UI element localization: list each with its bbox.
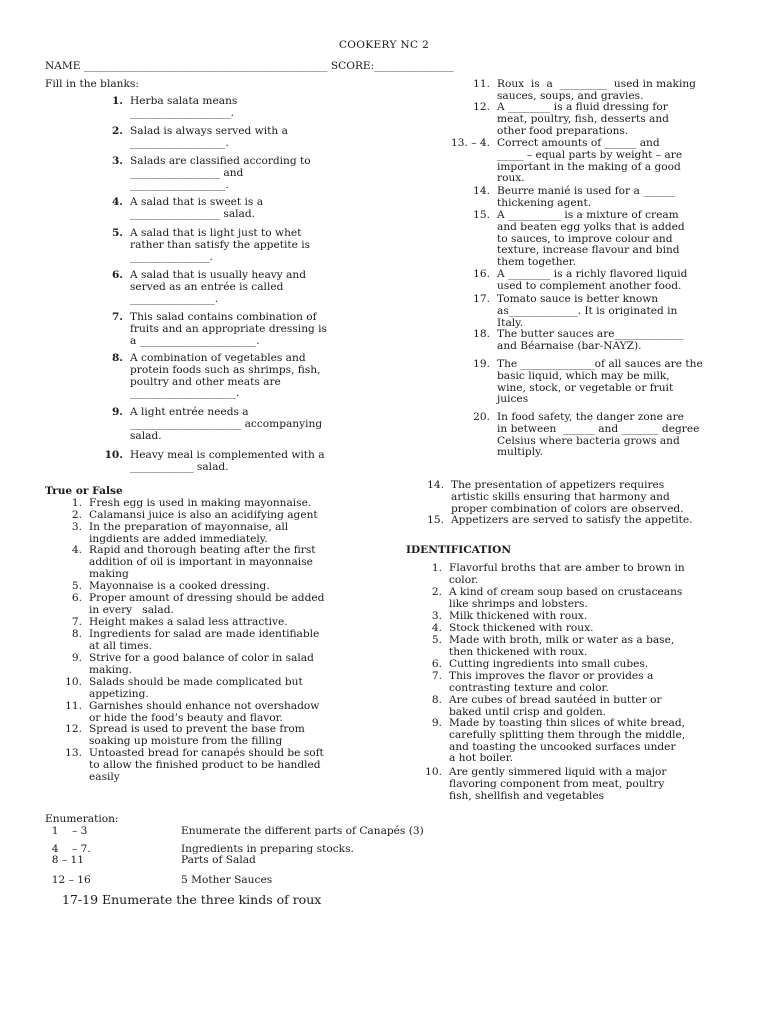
list-item [448, 102, 728, 137]
item-number: 10. [425, 766, 442, 778]
item-number: 1. [71, 497, 82, 509]
list-item [448, 186, 728, 210]
list-item [404, 767, 724, 802]
item-text: A combination of vegetables and protein foods such as shrimps, fish, poultry and other meats are ____________________. [130, 352, 321, 400]
enumeration-range: 8 – 11 [45, 854, 84, 866]
item-number: 6. [431, 658, 442, 670]
item-number: 11. [65, 700, 82, 712]
enumeration-range: 4 – 7. [45, 843, 91, 855]
item-text: Roux is a _________ used in making sauces, soups, and gravies. [497, 78, 696, 102]
list-item [40, 407, 358, 442]
item-number: 10. [65, 676, 82, 688]
list-item [404, 718, 724, 765]
item-number: 13. [65, 747, 82, 759]
list-item [448, 138, 728, 185]
list-item [448, 359, 728, 406]
item-text: A salad that is sweet is a _________________ salad. [130, 196, 264, 220]
item-number: 2. [71, 509, 82, 521]
item-number: 5. [71, 580, 82, 592]
enumeration-text: Parts of Salad [181, 854, 256, 866]
list-item [448, 294, 728, 329]
list-item [44, 748, 364, 783]
item-text: Herba salata means ___________________. [130, 95, 238, 119]
item-text: In the preparation of mayonnaise, all ingdients are added immediately. [89, 521, 289, 545]
item-text: Tomato sauce is better known as_____________. It is originated in Italy. [497, 293, 678, 329]
item-text: Are cubes of bread sautéed in butter or baked until crisp and golden. [449, 694, 662, 718]
item-text: Calamansi juice is also an acidifying agent [89, 509, 318, 521]
item-number: 14. [473, 185, 490, 197]
enumeration-text: 5 Mother Sauces [181, 874, 273, 886]
item-text: The presentation of appetizers requires artistic skills ensuring that harmony and proper combination of colors are observed. [451, 479, 684, 515]
list-item [448, 329, 728, 353]
item-text: Spread is used to prevent the base from soaking up moisture from the filling [89, 723, 305, 747]
item-number: 8. [431, 694, 442, 706]
item-number: 17. [473, 293, 490, 305]
enumeration-heading: Enumeration: [45, 813, 119, 825]
identification-heading: IDENTIFICATION [406, 544, 512, 556]
list-item [44, 677, 364, 701]
item-text: A salad that is light just to whet rather than satisfy the appetite is _______________. [130, 227, 311, 263]
item-text: The ______________of all sauces are the basic liquid, which may be milk, wine, stock, or vegetable or fruit juices [497, 358, 703, 406]
item-text: A kind of cream soup based on crustaceans like shrimps and lobsters. [449, 586, 683, 610]
item-number: 3. [431, 610, 442, 622]
item-number: 8. [111, 352, 123, 364]
item-number: 4. [71, 544, 82, 556]
item-number: 2. [431, 586, 442, 598]
item-text: The butter sauces are_____________ and Béarnaise (bar-NAYZ). [497, 328, 684, 352]
item-number: 3. [111, 155, 123, 167]
list-item [40, 228, 358, 263]
item-number: 2. [111, 125, 123, 137]
item-text: A __________ is a mixture of cream and beaten egg yolks that is added to sauces, to improve colour and texture, increase flavour and bind them together. [497, 209, 685, 269]
item-number: 4. [111, 196, 123, 208]
item-number: 6. [71, 592, 82, 604]
item-text: Ingredients for salad are made identifiable at all times. [89, 628, 320, 652]
list-item [44, 653, 364, 677]
fill-blanks-heading: Fill in the blanks: [45, 78, 139, 90]
list-item [404, 515, 724, 527]
item-number: 1. [111, 95, 123, 107]
item-text: Beurre manié is used for a ______ thickening agent. [497, 185, 675, 209]
list-item [40, 197, 358, 221]
item-text: This improves the flavor or provides a contrasting texture and color. [449, 670, 654, 694]
list-item [40, 96, 358, 120]
enumeration-row [45, 826, 424, 838]
item-number: 9. [111, 406, 123, 418]
item-text: A ________ is a richly flavored liquid used to complement another food. [497, 268, 688, 292]
list-item [404, 671, 724, 695]
item-number: 19. [473, 358, 490, 370]
item-text: Are gently simmered liquid with a major flavoring component from meat, poultry fish, shellfish and vegetables [449, 766, 667, 802]
list-item [44, 701, 364, 725]
item-text: Cutting ingredients into small cubes. [449, 658, 649, 670]
item-number: 1. [431, 562, 442, 574]
item-text: Stock thickened with roux. [449, 622, 594, 634]
item-text: Made with broth, milk or water as a base, then thickened with roux. [449, 634, 675, 658]
item-number: 12. [65, 723, 82, 735]
item-number: 4. [431, 622, 442, 634]
item-number: 7. [111, 311, 123, 323]
page-title: COOKERY NC 2 [338, 39, 430, 51]
item-number: 14. [427, 479, 444, 491]
item-text: Height makes a salad less attractive. [89, 616, 288, 628]
item-number: 9. [431, 717, 442, 729]
item-number: 11. [473, 78, 490, 90]
item-number: 15. [427, 514, 444, 526]
item-text: Salads should be made complicated but appetizing. [89, 676, 303, 700]
enumeration-text: Ingredients in preparing stocks. [181, 843, 354, 855]
list-item [44, 724, 364, 748]
item-text: Rapid and thorough beating after the first addition of oil is important in mayonnaise making [89, 544, 316, 580]
item-number: 7. [431, 670, 442, 682]
item-number: 5. [431, 634, 442, 646]
item-text: Heavy meal is complemented with a ____________ salad. [130, 449, 325, 473]
item-text: A ________ is a fluid dressing for meat, poultry, fish, desserts and other food preparations. [497, 101, 669, 137]
true-false-heading: True or False [45, 485, 123, 497]
item-text: Untoasted bread for canapés should be soft to allow the finished product to be handled easily [89, 747, 324, 783]
item-text: Flavorful broths that are amber to brown in color. [449, 562, 685, 586]
item-number: 16. [473, 268, 490, 280]
list-item [44, 629, 364, 653]
enumeration-roux-item: 17-19 Enumerate the three kinds of roux [62, 892, 322, 907]
item-number: 3. [71, 521, 82, 533]
item-text: Correct amounts of ______ and _____ – equal parts by weight – are important in the making of a good roux. [497, 137, 683, 185]
item-text: Garnishes should enhance not overshadow or hide the food’s beauty and flavor. [89, 700, 320, 724]
item-text: Salad is always served with a __________________. [130, 125, 288, 149]
item-text: Made by toasting thin slices of white bread, carefully splitting them through the middle, and toasting the uncooked surfaces under a hot boiler. [449, 717, 686, 765]
list-item [44, 593, 364, 617]
item-text: This salad contains combination of fruits and an appropriate dressing is a ______________________. [130, 311, 327, 347]
list-item [404, 695, 724, 719]
list-item [448, 79, 728, 103]
list-item [404, 480, 724, 515]
item-text: Proper amount of dressing should be added in every salad. [89, 592, 325, 616]
item-number: 15. [473, 209, 490, 221]
enumeration-range: 12 – 16 [45, 874, 91, 886]
item-number: 20. [473, 411, 490, 423]
enumeration-row [45, 875, 272, 887]
list-item [44, 545, 364, 580]
item-number: 12. [473, 101, 490, 113]
item-number: 9. [71, 652, 82, 664]
item-number: 18. [473, 328, 490, 340]
list-item [40, 156, 358, 191]
item-text: A light entrée needs a _____________________ accompanying salad. [130, 406, 323, 442]
enumeration-row [45, 855, 256, 867]
list-item [40, 353, 358, 400]
list-item [40, 270, 358, 305]
list-item [404, 587, 724, 611]
list-item [448, 412, 728, 459]
item-number: 10. [104, 449, 123, 461]
item-text: A salad that is usually heavy and served as an entrée is called ________________. [130, 269, 307, 305]
list-item [40, 312, 358, 347]
item-number: 6. [111, 269, 123, 281]
list-item [448, 210, 728, 269]
item-text: Milk thickened with roux. [449, 610, 588, 622]
item-number: 7. [71, 616, 82, 628]
name-score-line: NAME ______________________________________________ SCORE:_______________ [45, 60, 454, 72]
item-text: Fresh egg is used in making mayonnaise. [89, 497, 312, 509]
item-text: Salads are classified according to _________________ and __________________. [130, 155, 311, 191]
item-number: 13. – 4. [451, 137, 490, 149]
list-item [44, 522, 364, 546]
item-text: Mayonnaise is a cooked dressing. [89, 580, 270, 592]
enumeration-text: Enumerate the different parts of Canapés (3) [181, 825, 424, 837]
item-number: 5. [111, 227, 123, 239]
list-item [40, 126, 358, 150]
item-text: In food safety, the danger zone are in between ______ and _______ degree Celsius where bacteria grows and multiply. [497, 411, 700, 459]
list-item [404, 635, 724, 659]
item-number: 8. [71, 628, 82, 640]
item-text: Appetizers are served to satisfy the appetite. [451, 514, 693, 526]
enumeration-range: 1 – 3 [45, 825, 88, 837]
list-item [448, 269, 728, 293]
list-item [40, 450, 358, 474]
item-text: Strive for a good balance of color in salad making. [89, 652, 314, 676]
list-item [404, 563, 724, 587]
